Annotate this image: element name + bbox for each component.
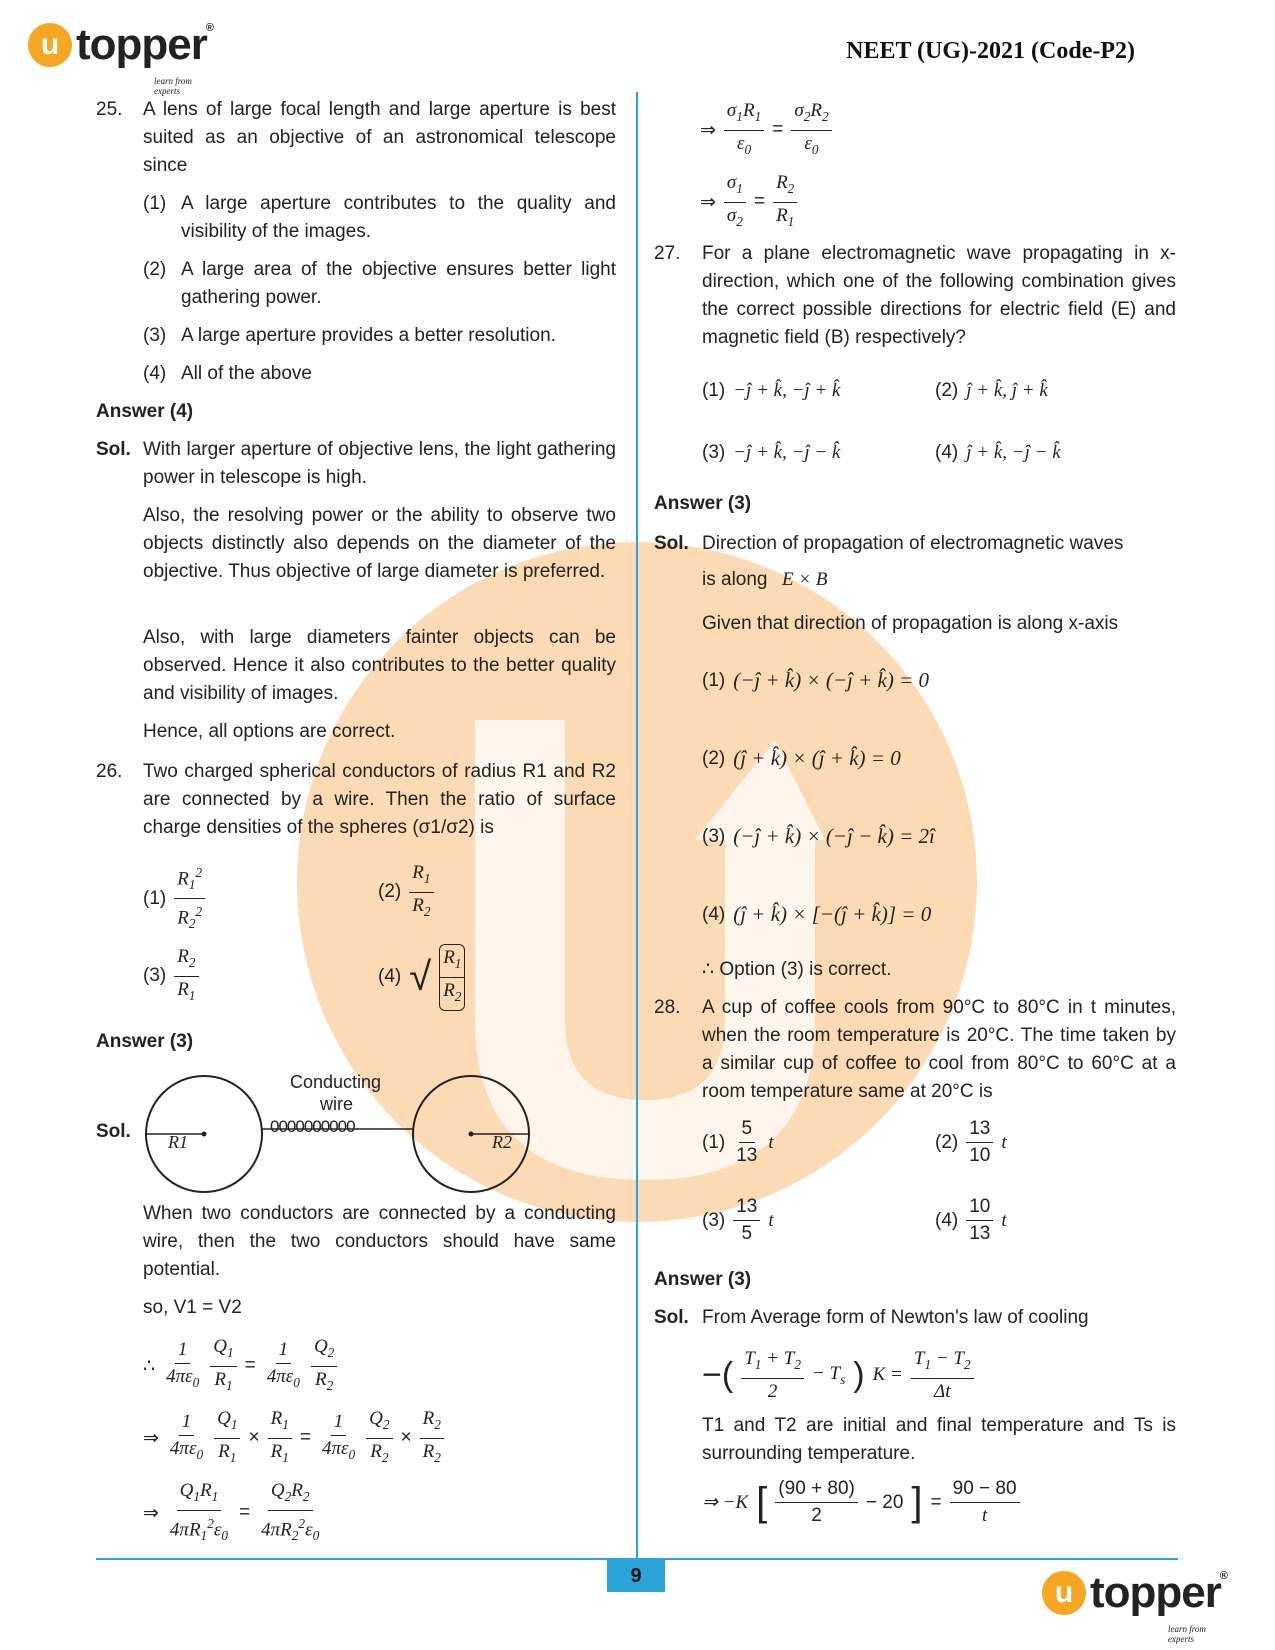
q26-opt3 [143,944,199,1009]
q26-opt1-num: (1) [143,887,167,909]
q28-eq1-frac-b: $\frac{T_1 - T_2}{\Delta t}$ [911,1346,974,1405]
q27-opt1-expr: −ĵ + k̂, −ĵ + k̂ [733,380,841,401]
q27-check3-num: (3) [702,825,726,847]
diagram-wire-label-1: Conducting [290,1072,382,1092]
q26-opt4-num: (4) [378,966,402,988]
sphere-1-center [202,1132,207,1137]
column-divider [636,92,638,1560]
q27-opt3-expr: −ĵ + k̂, −ĵ − k̂ [733,442,841,463]
q27-check1 [702,668,929,693]
eq1-frac-b: $\frac{Q_1}{R_1}$ [210,1334,236,1399]
q26-eq3 [143,1478,322,1549]
q28-sol-line: From Average form of Newton's law of cooling [702,1307,1089,1328]
q27-opt2-num: (2) [935,380,959,401]
eq1-frac-d: $Q_2$ $R_2$ [311,1334,337,1399]
q27-opt2 [935,380,1048,402]
q26-opt2-num: (2) [378,881,402,903]
q25-opt2-text: A large area of the objective ensures better light gathering power. [181,259,616,308]
eq4-frac-b: $\frac{\sigma_2R_2}{\varepsilon_0}$ [791,98,831,163]
q26-opt3-fraction: $R_2$ $R_1$ [174,944,198,1009]
q27-opt4-expr: ĵ + k̂, −ĵ − k̂ [966,442,1061,463]
registered-mark: ® [205,22,213,34]
q28-eq2-close: ] [911,1480,923,1524]
q25-sol-label: Sol. [96,439,131,460]
footer-logo [1042,1568,1227,1644]
q27-check3 [702,824,935,849]
q28-eq2 [702,1476,1020,1529]
q25-opt2-num: (2) [143,259,167,280]
q25-answer: Answer (4) [96,401,194,422]
logo-text: topper [76,20,207,69]
eq2-frac-d: $\frac{1}{4\pi\varepsilon_0}$ [321,1410,356,1462]
therefore-icon: ∴ [143,1355,156,1377]
q27-sol-label: Sol. [654,533,689,554]
q28-opt3-t: t [768,1209,774,1231]
q28-eq1-ts: − $T_s$ [811,1363,846,1387]
q28-opt2-fraction [966,1116,993,1169]
q28-opt4-num: (4) [935,1209,959,1231]
implies-icon: ⇒ [700,191,716,213]
q27-conclusion: ∴ Option (3) is correct. [702,959,892,980]
q26-sol-label: Sol. [96,1121,131,1142]
footer-logo-tagline: learn from experts [1168,1624,1206,1644]
q27-opt4 [935,442,1061,464]
q25-opt3-text: A large aperture provides a better resolution. [181,325,556,346]
q25-sol-p1: With larger aperture of objective lens, the light gathering power in telescope is high. [143,439,616,488]
q27-sol-line3: Given that direction of propagation is along x-axis [702,613,1119,634]
header-logo [28,20,213,96]
q28-eq2-frac-a: (90 + 80) 2 [775,1476,858,1529]
q28-eq1 [702,1346,974,1405]
q27-check4-num: (4) [702,903,726,925]
eq2-equals: = [299,1427,311,1449]
eq2-frac-f: $\frac{R_2}{R_2}$ [420,1406,444,1471]
footer-logo-wordmark [1090,1568,1227,1618]
eq2-frac-e: $\frac{Q_2}{R_2}$ [366,1406,392,1471]
q27-opt1 [702,380,840,402]
eq2-frac-c: $\frac{R_1}{R_1}$ [268,1406,292,1471]
q28-opt2-d: 10 [969,1145,991,1166]
q28-eq1-frac-a: $T_1 + T_2$ 2 [741,1346,804,1405]
q26-so-line: so, V1 = V2 [143,1297,242,1318]
q27-sol-line2: is along [702,569,768,590]
q26-text: Two charged spherical conductors of radius R1 and R2 are connected by a wire. Then the ratio of surface charge densities of the spheres (σ1/σ2) is [143,761,616,838]
eq5-frac-b: $\frac{R_2}{R_1}$ [773,170,797,235]
q28-eq2-frac-b: $\frac{90 - 80}{t}$ [950,1476,1020,1529]
eq1-frac-a: 1 $4\pi\varepsilon_0$ [166,1338,200,1390]
eq2-times-2: × [400,1427,412,1449]
logo-wordmark [76,20,213,70]
q25-text: A lens of large focal length and large aperture is best suited as an objective of an astronomical telescope since [143,99,616,176]
q27-check1-num: (1) [702,669,726,691]
q28-opt3-num: (3) [702,1209,726,1231]
q28-opt4-n: 10 [966,1194,993,1221]
q28-opt1-t: t [768,1131,774,1153]
eq3-frac-a: $\frac{Q_1R_1}{4\pi R_1^2\varepsilon_0}$ [169,1480,229,1543]
sqrt-icon: √ [409,954,432,999]
eq5-equals: = [753,191,766,213]
q26-opt1-fraction: $R_1^2$ $R_2^2$ [174,860,205,937]
q27-opt3-num: (3) [702,442,726,463]
eq2-times-1: × [248,1427,260,1449]
q26-explanation: When two conductors are connected by a conducting wire, then the two conductors should have same potential. [143,1203,616,1280]
q28-sol-note: T1 and T2 are initial and final temperature and Ts is surrounding temperature. [702,1415,1176,1464]
diagram-coil: 0000000000 [270,1117,355,1136]
q25-sol-p4: Hence, all options are correct. [143,721,396,742]
q26-answer: Answer (3) [96,1031,194,1052]
q27-check3-expr: (−ĵ + k̂) × (−ĵ − k̂) = 2î [733,824,935,848]
q28-eq2-lhs: ⇒ −K [702,1492,749,1513]
q28-opt1 [702,1116,774,1169]
q27-number: 27. [654,243,681,264]
footer-registered-mark: ® [1219,1570,1227,1582]
q26-eq2 [143,1406,444,1471]
implies-icon: ⇒ [143,1502,159,1524]
q27-answer: Answer (3) [654,493,752,514]
q27-text: For a plane electromagnetic wave propagating in x-direction, which one of the following combination gives the correct possible directions for electric field (E) and magnetic field (B) respectively? [702,243,1176,348]
q26-opt4-fraction: $R_1$ $R_2$ [439,944,465,1011]
q28-opt2 [935,1116,1007,1169]
q25-opt1-text: A large aperture contributes to the quality and visibility of the images. [181,193,616,242]
q25-opt4-num: (4) [143,363,167,384]
q27-check2-num: (2) [702,747,726,769]
q28-opt1-d: 13 [736,1145,758,1166]
q27-opt3 [702,442,840,464]
eq5-frac-a: $\frac{\sigma_1}{\sigma_2}$ [724,170,746,235]
q28-eq2-equals: = [930,1491,942,1513]
logo-tagline: learn from experts [154,76,192,96]
q28-opt3-d: 5 [741,1223,753,1244]
logo-u-icon: u [28,23,72,67]
eq2-frac-b: $\frac{Q_1}{R_1}$ [214,1406,240,1471]
q28-eq2-minus: − 20 [865,1491,904,1513]
q25-sol-p3: Also, with large diameters fainter objects can be observed. Hence it also contributes to the better quality and visibility of images. [143,627,616,704]
q28-answer: Answer (3) [654,1269,752,1290]
q28-sol-label: Sol. [654,1307,689,1328]
q26-eq1 [143,1334,337,1399]
q26-opt1 [143,860,205,937]
q28-eq1-k: K = [872,1364,903,1386]
q28-opt4-t: t [1001,1209,1007,1231]
q25-number: 25. [96,99,123,120]
q26-opt3-num: (3) [143,965,167,987]
q26-opt2-fraction: $R_1$ $R_2$ [409,860,433,925]
diagram-r2-label: R2 [492,1132,512,1152]
eq3-equals: = [239,1502,251,1524]
sphere-2-center [469,1132,474,1137]
q28-eq2-open: [ [756,1480,768,1524]
q28-opt1-n: 5 [739,1116,756,1143]
q27-check2-expr: (ĵ + k̂) × (ĵ + k̂) = 0 [733,746,901,770]
q27-check4 [702,902,931,927]
eq4-equals: = [772,119,784,141]
exam-title: NEET (UG)-2021 (Code-P2) [846,38,1135,64]
q28-opt1-num: (1) [702,1131,726,1153]
q28-number: 28. [654,997,681,1018]
q28-opt3 [702,1194,774,1247]
q27-check4-expr: (ĵ + k̂) × [−(ĵ + k̂)] = 0 [733,902,932,926]
eq3-frac-b: $\frac{Q_2R_2}{4\pi R_2^2\varepsilon_0}$ [261,1480,320,1543]
q26-eq5 [700,170,797,235]
footer-logo-text: topper [1090,1568,1221,1617]
q27-sol-vector: E × B [782,569,828,590]
q28-opt2-n: 13 [966,1116,993,1143]
eq2-frac-a: 1 $4\pi\varepsilon_0$ [169,1410,204,1462]
q28-text: A cup of coffee cools from 90°C to 80°C in t minutes, when the room temperature is 20°C. The time taken by a similar cup of coffee to cool from 80°C to 60°C at a room temperature same at 20°C is [702,997,1176,1102]
q26-eq4 [700,98,832,163]
q28-opt4-fraction [966,1194,993,1247]
eq1-equals: = [244,1355,256,1377]
diagram-wire-label-2: wire [320,1094,354,1114]
q27-sol-line1: Direction of propagation of electromagnetic waves [702,533,1124,554]
eq1-frac-c: $\frac{1}{4\pi\varepsilon_0}$ [266,1338,300,1390]
q27-opt2-expr: ĵ + k̂, ĵ + k̂ [966,380,1048,401]
page-number: 9 [607,1560,665,1592]
diagram-r1-label: R1 [168,1132,188,1152]
implies-icon: ⇒ [143,1427,159,1449]
q27-opt4-num: (4) [935,442,959,463]
implies-icon: ⇒ [700,119,716,141]
q26-number: 26. [96,761,123,782]
q27-check2 [702,746,901,771]
q28-opt2-t: t [1001,1131,1007,1153]
q28-opt3-n: 13 [733,1194,760,1221]
q28-opt3-fraction [733,1194,760,1247]
q26-opt4 [378,944,465,1011]
q28-eq1-open: −( [702,1355,734,1394]
q25-opt4-text: All of the above [181,363,312,384]
q27-check1-expr: (−ĵ + k̂) × (−ĵ + k̂) = 0 [733,668,930,692]
q28-opt4-d: 13 [969,1223,991,1244]
q28-eq1-close: ) [853,1355,865,1394]
footer-logo-u-icon: u [1042,1571,1086,1615]
q28-opt4 [935,1194,1007,1247]
q25-opt1-num: (1) [143,193,167,214]
q27-opt1-num: (1) [702,380,726,401]
q26-opt2 [378,860,434,925]
q28-opt2-num: (2) [935,1131,959,1153]
eq4-frac-a: $\frac{\sigma_1R_1}{\varepsilon_0}$ [724,98,764,163]
q25-opt3-num: (3) [143,325,167,346]
q25-sol-p2: Also, the resolving power or the ability to observe two objects distinctly also depends on the diameter of the objective. Thus objective of large diameter is preferred. [143,505,616,582]
q28-opt1-fraction [733,1116,760,1169]
